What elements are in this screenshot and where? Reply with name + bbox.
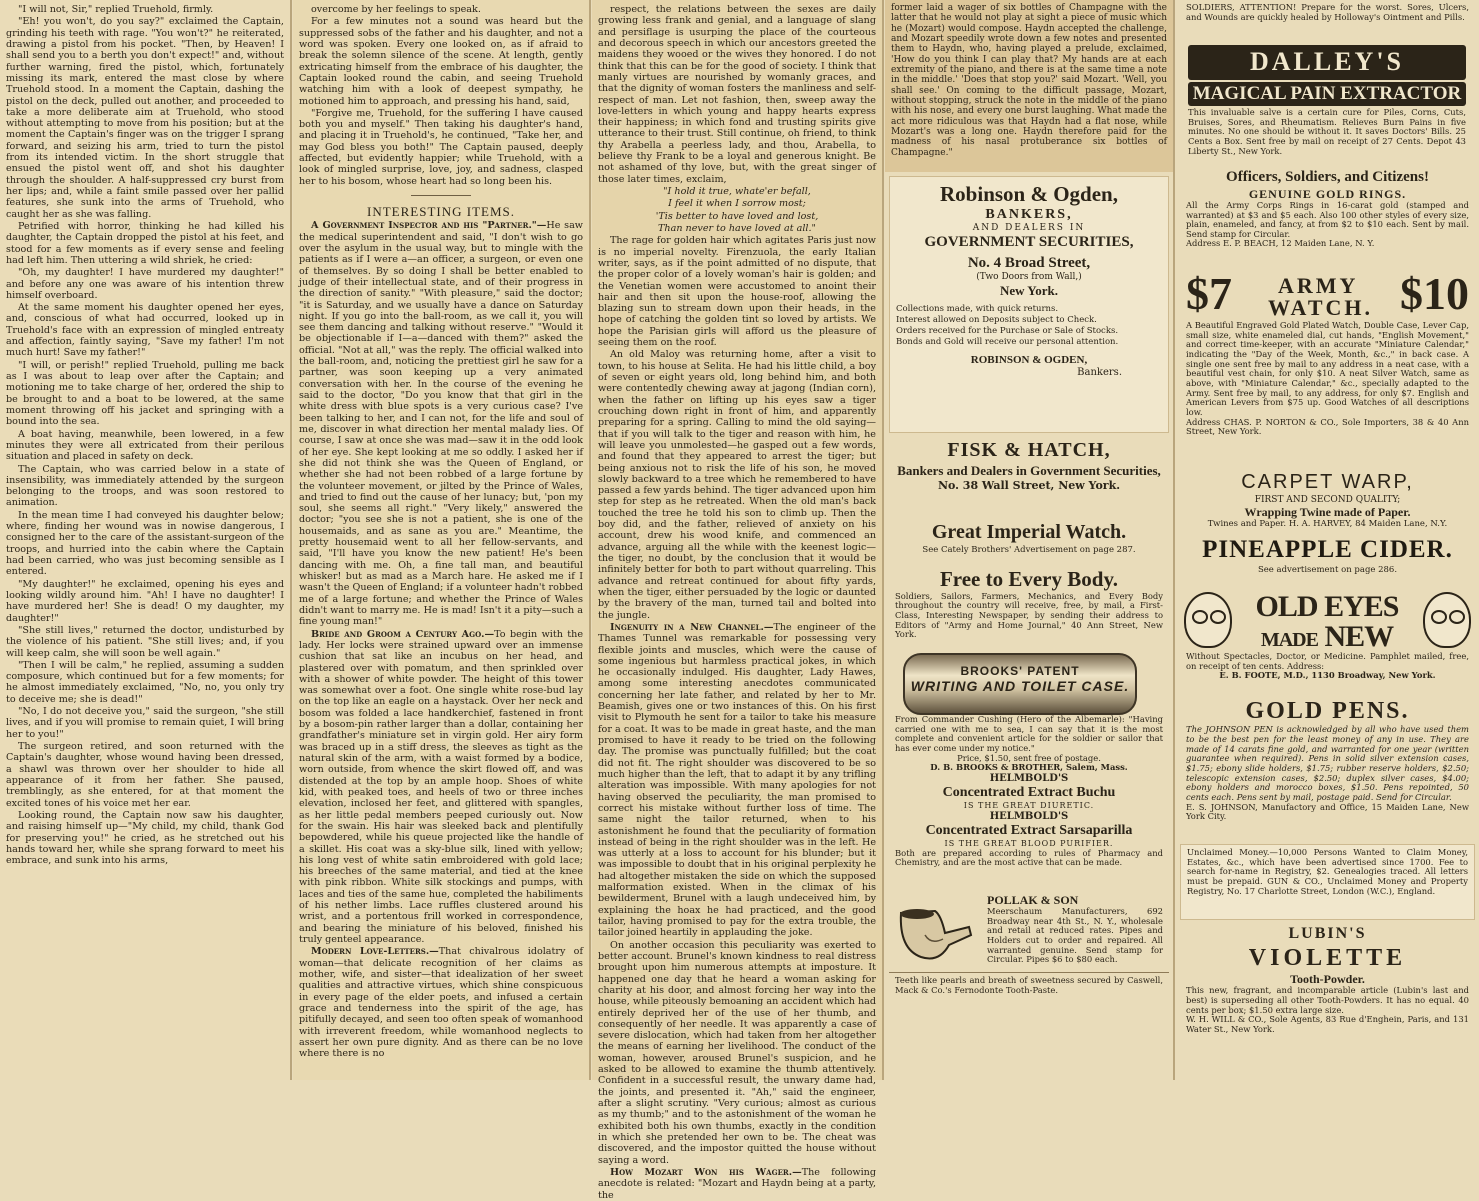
brooks-patent-label: BROOKS' PATENT bbox=[960, 664, 1080, 678]
dalley-ad bbox=[1182, 42, 1472, 164]
imperial-watch-ad bbox=[889, 518, 1169, 564]
ad-title: Officers, Soldiers, and Citizens! bbox=[1226, 169, 1429, 185]
item-lead: Ingenuity in a New Channel.— bbox=[610, 621, 774, 633]
writing-case-illustration bbox=[903, 653, 1137, 715]
story-paragraph: The Captain, who was carried below in a state of insensibility, was immediately attended by the surgeon belonging to the troops, and was soon restored to animation. bbox=[6, 463, 284, 509]
story-paragraph: respect, the relations between the sexes are daily growing less frank and genial, and a language of slang and persiflage is usurping the place of the courteous and decorous speech in which our ancestors greeted the maidens they wooed or the wives they honored. I do not think that this can be for the good of society. I think that manly virtues are nourished by womanly graces, and that the dignity of woman fosters the manliness and self-respect of man. Let not fashion, then, sweep away the love-letters in which young and happy hearts express their happiness; in which fond and trusting spirits give utterance to their trust. Still continue, oh friend, to think thy Arabella a peerless lady, and thou, Arabella, to believe thy Frank to be a loyal and generous knight. Be not ashamed of thy love, but, with the great singer of those later times, exclaim, bbox=[598, 4, 876, 185]
verse-line: Than never to have loved at all." bbox=[658, 222, 816, 234]
ad-column-5 bbox=[1176, 0, 1479, 1080]
pollak-ad bbox=[981, 890, 1169, 976]
verse-line: "I hold it true, whate'er befall, bbox=[663, 186, 811, 197]
ad-title: VIOLETTE bbox=[1248, 944, 1407, 971]
mozart-anecdote: former laid a wager of six bottles of Champagne with the latter that he would not play at sight a piece of music which he (Mozart) would compose. Haydn accepted the challenge, and Mozart speedily wrote down a few notes and presented them to Haydn, who, having played a prelude, exclaimed, 'How do you think I can play that? My hands are at each extremity of the piano, and there is at the same time a note in the middle.' 'Does that stop you?' said Mozart. 'Well, you shall see.' On coming to the difficult passage, Mozart, without stopping, struck the note in the middle of the piano with his nose, and every one burst laughing. What made the act more ridiculous was that Haydn had a flat nose, while Mozart's was a long one. Haydn therefore paid for the madness of his nasal protuberance six bottles of Champagne." bbox=[885, 0, 1173, 172]
ad-address: E. B. FOOTE, M.D., 1130 Broadway, New York. bbox=[1219, 670, 1436, 681]
ad-text: This invaluable salve is a certain cure for Piles, Corns, Cuts, Bruises, Sores, and Rheumatism. Relieves Burn Pains in five minutes. No one should be without it. It saves Doctors' Bills. 25 Cents a Box. Sent free by mail on receipt of 27 Cents. Depot 43 Liberty St., New York. bbox=[1188, 107, 1466, 156]
ad-subtitle: Bankers and Dealers in Government Securities, bbox=[897, 462, 1161, 478]
ad-subtitle: BANKERS, bbox=[985, 206, 1073, 222]
item-text: That chivalrous idolatry of woman—that delicate recognition of her claims as mother, wife, and sister—that idealization of her sweet qualities and attractive virtues, which shine conspicuous in every page of the elder poets, and infused a certain grace and tenderness into the spirit of the age, has pitifully decayed, and seen too often speak of womanhood with irreverent freedom, while womanhood neglects to assert her own pure dignity. And as there can be no love where there is no bbox=[299, 946, 583, 1060]
ad-text: This new, fragrant, and incomparable article (Lubin's last and best) is superseding all other Tooth-Powders. It has no equal. 40 cents per box; $1.50 extra large size. bbox=[1186, 985, 1469, 1015]
column-rule bbox=[882, 0, 884, 1080]
story-column-2 bbox=[293, 0, 589, 1080]
unclaimed-money-ad: Unclaimed Money.—10,000 Persons Wanted to Claim Money, Estates, &c., which have been advertised since 1700. Fee to search for-name in Registry, $2. Genealogies traced. All letters must be prepaid. GUN & CO., Unclaimed Money and Property Registry, No. 17 Charlotte Street, London (W.C.), England. bbox=[1180, 844, 1475, 920]
ad-subtitle: GENUINE GOLD RINGS. bbox=[1248, 186, 1407, 201]
free-to-everybody-ad bbox=[889, 564, 1169, 650]
brooks-ad-text bbox=[889, 712, 1169, 773]
ad-title: PINEAPPLE CIDER. bbox=[1202, 536, 1453, 563]
item-lead: Bride and Groom a Century Ago.— bbox=[311, 628, 495, 640]
story-paragraph: "No, I do not deceive you," said the surgeon, "she still lives, and if you will promise to remain quiet, I will bring her to you!" bbox=[6, 706, 284, 740]
story-paragraph: overcome by her feelings to speak. bbox=[311, 4, 481, 15]
news-item bbox=[299, 629, 583, 946]
eye bbox=[1449, 610, 1465, 624]
ad-address: W. H. WILL & CO., Sole Agents, 83 Rue d'Enghein, Paris, and 131 Water St., New York. bbox=[1186, 1014, 1469, 1034]
dalley-banner: MAGICAL PAIN EXTRACTOR bbox=[1188, 82, 1466, 106]
ad-text: Without Spectacles, Doctor, or Medicine. Pamphlet mailed, free, on receipt of ten cents. Address: bbox=[1186, 651, 1469, 671]
story-paragraph: "I will not, Sir," replied Truehold, firmly. bbox=[18, 4, 214, 15]
column-rule bbox=[290, 0, 292, 1080]
dalley-banner: DALLEY'S bbox=[1188, 45, 1466, 80]
story-column-3 bbox=[592, 0, 882, 1201]
ad-address: No. 4 Broad Street, bbox=[967, 254, 1091, 271]
story-paragraph: For a few minutes not a sound was heard but the suppressed sobs of the father and his daughter, and not a word was spoken. Every one looked on, as if afraid to break the solemn silence of the scene. At length, gently extricating himself from the embrace of his daughter, the Captain looked round the cabin, and seeing Truehold watching him with a look of deepest sympathy, he motioned him to approach, and pressing his hand, said, bbox=[299, 16, 583, 107]
gold-rings-ad bbox=[1180, 166, 1475, 266]
story-paragraph: The surgeon retired, and soon returned with the Captain's daughter, whose wound having been dressed, a shawl was thrown over her shoulder to hide all appearance of it from her father. She paused, tremblingly, as she entered, for at that moment the excited tones of his voice met her ear. bbox=[6, 741, 284, 809]
story-paragraph: "Forgive me, Truehold, for the suffering I have caused both you and myself." Then taking his daughter's hand, and placing it in Truehold's, he continued, "Take her, and may God bless you both!" The Captain paused, deeply affected, but evidently happier; while Truehold, with a look of mingled surprise, love, joy, and sadness, clasped her to his bosom, whose heart had so long been his. bbox=[299, 107, 583, 187]
news-item: An old Maloy was returning home, after a visit to town, to his house at Selita. He had his little child, a boy of seven or eight years old, long behind him, and both were contentedly chewing away at jagong (Indian corn), when the father on lifting up his eyes saw a tiger crouching down right in front of him, and apparently preparing for a spring. Calling to mind the old saying—that if you will talk to the tiger and reason with him, he will leave you unmolested—he gasped out a few words, and found that they appeared to arrest the tiger; but being anxious not to risk the life of his son, he moved slowly backward to a tree which he remembered to have passed a few yards behind. The tiger advanced upon him step for step as he retreated. When the old man's back touched the tree he told his son to climb up. Then the boy did, and the father, relieved of anxiety on his account, drew his wood knife, and commenced an advance, arguing all the while with the keenest logic—the tiger, no doubt, by the conclusion that it would be infinitely better for both to part without quarreling. This advance and retreat continued for about fifty yards, when the tiger, either persuaded by the logic or daunted by the bravery of the man, turned tail and bolted into the jungle. bbox=[598, 349, 876, 621]
ad-text: Meerschaum Manufacturers, 692 Broadway near 4th St., N. Y., wholesale and retail at reduced rates. Pipes and Holders cut to order and repaired. All warranted genuine. Send stamp for Circular. Pipes $6 to $80 each. bbox=[987, 906, 1163, 965]
ad-price: Price, $1.50, sent free of postage. bbox=[957, 752, 1101, 763]
fisk-hatch-ad bbox=[889, 436, 1169, 518]
ad-address: Address CHAS. P. NORTON & CO., Sole Importers, 38 & 40 Ann Street, New York. bbox=[1186, 416, 1469, 437]
robinson-ogden-ad bbox=[889, 176, 1169, 433]
ad-subtitle: Tooth-Powder. bbox=[1290, 972, 1365, 987]
story-paragraph: "Then I will be calm," he replied, assuming a sudden composure, which continued but for a few moments; for he almost immediately exclaimed, "No, no, you only try to deceive me; she is dead!" bbox=[6, 659, 284, 705]
eye bbox=[1431, 610, 1447, 624]
ad-title: FISK & HATCH, bbox=[947, 439, 1111, 461]
item-lead: Modern Love-Letters.— bbox=[311, 946, 439, 958]
writing-case-label: WRITING AND TOILET CASE. bbox=[910, 678, 1130, 695]
ad-title: CARPET WARP, bbox=[1241, 471, 1414, 493]
ad-address: Address E. P. BEACH, 12 Maiden Lane, N. Y. bbox=[1186, 238, 1375, 249]
ad-title: GOLD PENS. bbox=[1245, 698, 1410, 724]
ad-line: Bonds and Gold will receive our personal attention. bbox=[896, 337, 1119, 348]
pineapple-cider-ad bbox=[1180, 532, 1475, 584]
ad-title: Robinson & Ogden, bbox=[940, 182, 1118, 206]
tooth-paste-ad: Teeth like pearls and breath of sweetness secured by Caswell, Mack & Co.'s Fernodonte Tooth-Paste. bbox=[889, 972, 1169, 1006]
ad-subtitle: FIRST AND SECOND QUALITY; bbox=[1254, 494, 1401, 505]
item-text: The following anecdote is related: "Mozart and Haydn being at a party, the bbox=[598, 1166, 876, 1201]
story-paragraph: Petrified with horror, thinking he had killed his daughter, the Captain dropped the pistol at his feet, and stood for a few moments as if every sense and feeling had left him. Then uttering a wild shriek, he cried: bbox=[6, 220, 284, 266]
news-item: On another occasion this peculiarity was exerted to better account. Brunel's known kindness to real distress brought upon him numerous attempts at imposture. It happened one day that he heard a woman asking for charity at his door, and almost forcing her way into the house, while piteously bemoaning an accident which had entirely deprived her of the use of her thumb, and consequently of her needle. It was apparently a case of severe dislocation, which had taken from her altogether the means of earning her livelihood. The conduct of the woman, however, aroused Brunel's suspicion, and he asked to be allowed to examine the thumb attentively. Confident in a successful result, the unwary dame had, the joints, and presented it. "Ah," said the engineer, after a slight scrutiny. "Very curious; almost as curious as my thumb;" and to the astonishment of the woman he exhibited both his own thumbs, exactly in the condition in which she pretended her own to be. The cheat was discovered, and the impostor quitted the house without saying a word. bbox=[598, 939, 876, 1166]
ad-signature: Bankers. bbox=[1077, 367, 1122, 379]
ad-text: All the Army Corps Rings in 16-carat gold (stamped and warranted) at $3 and $5 each. Also 100 other styles of every size, plain, enameled, and fancy, at from $2 to $10 each. Sent by mail. Send stamp for Circular. bbox=[1186, 199, 1469, 239]
ad-text: Twines and Paper. H. A. HARVEY, 84 Maiden Lane, N.Y. bbox=[1207, 519, 1448, 530]
blank-area bbox=[885, 1008, 1173, 1080]
ad-note: See Cately Brothers' Advertisement on page 287. bbox=[922, 544, 1136, 555]
ad-address: E. S. JOHNSON, Manufactory and Office, 15 Maiden Lane, New York City. bbox=[1186, 801, 1469, 822]
ad-name: HELMBOLD'S bbox=[989, 810, 1069, 822]
helmbold-ad bbox=[889, 770, 1169, 890]
lubin-violette-ad bbox=[1180, 922, 1475, 1080]
headline-word: NEW bbox=[1324, 620, 1394, 653]
price-10: $10 bbox=[1400, 268, 1469, 319]
story-paragraph: "Eh! you won't, do you say?" exclaimed the Captain, grinding his teeth with rage. "You won't?" he reiterated, drawing a pistol from his pocket. "Then, by Heaven! I shall send you to a berth you don't expect!" and, without further warning, fired the pistol, which, fortunately missing its mark, entered the mast close by where Truehold stood. In a moment the Captain, dashing the pistol on the deck, pulled out another, and proceeded to take a more deliberate aim at Truehold, who stood without attempting to move from his position; but at the moment the Captain's finger was on the trigger I sprang forward, and seizing his arm, tried to turn the pistol from its intended victim. In the short struggle that ensued the pistol went off, and shot his daughter through the shoulder. A half-suppressed cry burst from her lips; and, while a faint smile passed over her pallid features, she sunk into the arms of Truehold, who caught her as she was falling. bbox=[6, 16, 284, 220]
item-lead: How Mozart Won his Wager.— bbox=[610, 1166, 802, 1178]
ad-text: The JOHNSON PEN is acknowledged by all who have used them to be the best pen for the least money of any in use. They are made of 14 carats fine gold, and warranted for one year (written guarantee when required). Pens in solid silver extension cases, $1.75; ebony slide holders, $1.75; rubber reserve holders, $2.50; telescopic extension cases, $2.50; duplex silver cases, $4.00; ebony holders and morocco boxes, $1.50. Pens repointed, 50 cents each. Pens sent by mail, postage paid. Send for Circular. bbox=[1186, 724, 1469, 802]
ad-note: (Two Doors from Wall,) bbox=[976, 272, 1082, 283]
ad-name: HELMBOLD'S bbox=[989, 773, 1069, 784]
meerschaum-pipe-illustration bbox=[895, 905, 975, 965]
ad-text: Both are prepared according to rules of Pharmacy and Chemistry, and are the most active that can be made. bbox=[895, 847, 1163, 868]
carpet-warp-ad bbox=[1180, 468, 1475, 532]
ad-product: Concentrated Extract Buchu bbox=[942, 784, 1116, 800]
ad-tagline: IS THE GREAT DIURETIC. bbox=[963, 801, 1095, 811]
headline-word: OLD bbox=[1255, 590, 1318, 623]
ad-product: Concentrated Extract Sarsaparilla bbox=[925, 822, 1133, 838]
story-column-1 bbox=[0, 0, 290, 1080]
face-illustration bbox=[1423, 592, 1471, 648]
ad-subtitle: GOVERNMENT SECURITIES, bbox=[924, 233, 1134, 250]
news-item bbox=[299, 220, 583, 627]
verse-line: 'Tis better to have loved and lost, bbox=[655, 210, 819, 222]
headline-word: MADE bbox=[1260, 629, 1318, 651]
eye bbox=[1210, 610, 1226, 624]
eye bbox=[1192, 610, 1208, 624]
section-heading: INTERESTING ITEMS. bbox=[367, 204, 515, 219]
ad-subtitle: Wrapping Twine made of Paper. bbox=[1244, 505, 1411, 520]
news-item: The rage for golden hair which agitates Paris just now is no imperial novelty. Firenzuola, the early Italian writer, says, as if the point admitted of no dispute, that the proper color of a lovely woman's hair is golden; and the Venetian women were accustomed to anoint their hair and then sit upon the house-roof, allowing the blazing sun to stream down upon their heads, in the hope of catching the golden tint so loved by artists. We hope the Parisian girls will afford us the pleasure of seeing them on the roof. bbox=[598, 235, 876, 349]
ad-line: Interest allowed on Deposits subject to Check. bbox=[896, 315, 1097, 326]
item-lead: A Government Inspector and his "Partner."— bbox=[311, 220, 547, 232]
ad-line: Orders received for the Purchase or Sale of Stocks. bbox=[896, 326, 1119, 337]
story-paragraph: "Oh, my daughter! I have murdered my daughter!" and before any one was aware of his intention threw himself overboard. bbox=[6, 267, 284, 301]
column-rule bbox=[589, 0, 591, 1080]
ad-text: Soldiers, Sailors, Farmers, Mechanics, and Every Body throughout the country will receive, free, by mail, a First-Class, Interesting Newspaper, by sending their address to Editors of "Army and Home Journal," 40 Ann Street, New York. bbox=[895, 590, 1163, 640]
ad-line: Collections made, with quick returns. bbox=[896, 304, 1059, 315]
news-item bbox=[598, 622, 876, 939]
old-eyes-ad bbox=[1180, 588, 1475, 692]
ad-text: A Beautiful Engraved Gold Plated Watch, Double Case, Lever Cap, small size, white enameled dial, cut hands, "English Movement," and correct time-keeper, with an accurate "Miniature Calendar," indicating the "Day of the Week, Month, &c.," in back case. A single one sent free by mail to any address in a neat case, with a beautiful vest chain, for only $10. A neat Silver Watch, same as above, with "Miniature Calendar," &c., specially adapted to the Army. Sent free by mail, to any address, for only $7. English and American Levers from $75 up. Good Watches of all descriptions low. bbox=[1186, 320, 1469, 417]
ad-note: See advertisement on page 286. bbox=[1257, 564, 1398, 575]
ad-title: Free to Every Body. bbox=[939, 567, 1119, 591]
verse-line: I feel it when I sorrow most; bbox=[668, 198, 806, 210]
ad-title: Great Imperial Watch. bbox=[931, 521, 1127, 543]
story-paragraph: A boat having, meanwhile, been lowered, in a few minutes they were all extricated from their perilous situation and placed in safety on deck. bbox=[6, 428, 284, 463]
story-paragraph: "My daughter!" he exclaimed, opening his eyes and looking wildly around him. "Ah! I have no daughter! I have murdered her! She is dead! O my daughter, my daughter!" bbox=[6, 578, 284, 624]
face-illustration bbox=[1184, 592, 1232, 648]
item-text: To begin with the lady. Her locks were strained upward over an immense cushion that sat like an incubus on her head, and plastered over with pomatum, and then sprinkled over with a shower of white powder. The height of this tower was somewhat over a foot. One single white rose-bud lay on the top like an eagle on a haystack. Over her neck and bosom was folded a lace handkerchief, fastened in front by a bosom-pin rather larger than a dollar, containing her grandfather's miniature set in virgin gold. Her airy form was braced up in a stiff dress, the sleeves as tight as the natural skin of the arm, with a waist formed by a bodice, worn outside, from whence the skirt flowed off, and was distended at the top by an ample hoop. Shoes of white kid, with peaked toes, and heels of two or three inches elevation, inclosed her feet, and glittered with spangles, as her little pedal members peeped curiously out. Now for the swain. His hair was sleeked back and plentifully bepowdered, while his queue projected like the handle of a skillet. His coat was a sky-blue silk, lined with yellow; his long vest of white satin embroidered with gold lace; his breeches of the same material, and tied at the knee with pink ribbon. White silk stockings and pumps, with laces and ties of the same hue, completed the habiliments of his nether limbs. Lace ruffles clustered around his wrist, and a portentous frill worked in correspondence, and bearing the miniature of his beloved, finished his truly genteel appearance. bbox=[299, 628, 584, 946]
divider bbox=[411, 195, 471, 196]
news-item bbox=[299, 946, 583, 1059]
ad-maker: D. B. BROOKS & BROTHER, Salem, Mass. bbox=[930, 762, 1128, 773]
story-paragraph: "I will, or perish!" replied Truehold, pulling me back as I was about to leap over after the Captain; and motioning me to take charge of her, ordered the ship to be brought to and a boat to be lowered, at the same moment throwing off his jacket and springing with a bound into the sea. bbox=[6, 359, 284, 428]
story-paragraph: Looking round, the Captain now saw his daughter, and raising himself up—"My child, my child, thank God for preserving you!" he cried, as he stretched out his hands toward her, while she sprang forward to meet his embrace, and sunk into his arms, bbox=[6, 809, 284, 867]
ad-tagline: IS THE GREAT BLOOD PURIFIER. bbox=[944, 839, 1114, 849]
ad-city: New York. bbox=[999, 282, 1058, 298]
ad-text: From Commander Cushing (Hero of the Albemarle): "Having carried one with me to sea, I can say that it is the most complete and convenient article for the soldier or sailor that has ever come under my notice." bbox=[895, 714, 1163, 753]
ad-title: ARMY bbox=[1278, 273, 1359, 298]
gold-pens-ad bbox=[1180, 694, 1475, 840]
item-text: The engineer of the Thames Tunnel was remarkable for possessing very flexible joints and muscles, which were the cause of some ingenious but harmless practical jokes, in which he occasionally indulged. His daughter, Lady Hawes, among some interesting anecdotes communicated concerning her late father, and related by her to Mr. Beamish, gives one or two instances of this. On his first visit to Plymouth he sent for a tailor to take his measure for a coat. It was to be made in great haste, and the man promised to have it ready to be tried on the following day. The promise was punctually fulfilled; but the coat did not fit. The right shoulder was discovered to be so much higher than the left, that to adapt it by any trifling alteration was impossible. With many apologies for not having observed the peculiarity, the man promised to correct his mistake without further loss of time. The same night the tailor returned, when to his astonishment he found that the peculiarity of formation instead of being in the right shoulder was in the left. He was utterly at a loss to account for his blunder; but it was impossible to doubt that in his original perplexity he had altogether mistaken the side on which the supposed malformation existed. When in the climax of his bewilderment, Brunel with a laugh undeceived him, by explaining the hoax he had practiced, and the good tailor, having promised to pay for the extra trouble, the tailor joined heartily in applauding the joke. bbox=[598, 621, 876, 939]
news-item bbox=[598, 1167, 876, 1201]
ad-column-4 bbox=[885, 0, 1173, 1080]
ad-title: WATCH. bbox=[1268, 295, 1373, 320]
story-paragraph: In the mean time I had conveyed his daughter below; where, finding her wound was in nowise dangerous, I consigned her to the care of the assistant-surgeon of the troops, and hurried into the cabin where the Captain had been carried, who was just becoming sensible as I entered. bbox=[6, 509, 284, 578]
column-rule bbox=[1173, 0, 1175, 1080]
price-7: $7 bbox=[1186, 268, 1232, 319]
story-paragraph: At the same moment his daughter opened her eyes, and, conscious of what had occurred, looked up in Truehold's face with an expression of mingled entreaty and affection, faintly saying, "Save my father! I'm not much hurt! Save my father!" bbox=[6, 302, 284, 359]
holloway-ad: SOLDIERS, ATTENTION! Prepare for the worst. Sores, Ulcers, and Wounds are quickly healed by Holloway's Ointment and Pills. bbox=[1186, 2, 1469, 22]
ad-address: No. 38 Wall Street, New York. bbox=[937, 478, 1121, 492]
item-text: He saw the medical superintendent and said, "I don't wish to go over the asylum in the usual way, but to mingle with the patients as if I were a—an officer, a surgeon, or even one of themselves. By so doing I shall be better enabled to judge of their intellectual state, and of their progress in the direction of sanity." "With pleasure," said the doctor; "it is Saturday, and we usually have a dance on Saturday night. If you go into the ball-room, as we call it, you will see them dancing and talking without reserve." "Would it be objectionable if I—a—danced with them?" asked the official. "Not at all," was the reply. The official walked into the ball-room, and, noticing the prettiest girl he saw for a partner, was soon keeping up a very animated conversation with her. In the course of the evening he said to the doctor, "Do you know that that girl in the white dress with blue spots is a very curious case? I've been talking to her, and I can not, for the life and soul of me, discover in what direction her mental malady lies. Of course, I saw at once she was mad—saw it in the odd look of her eye. She kept looking at me so oddly. I asked her if she did not think she was the Queen of England, or whether she had not been robbed of a large fortune by the volunteer movement, or jilted by the Prince of Wales, and tried to find out the cause of her lunacy; but, 'pon my soul, she seems all right." "Very likely," answered the doctor; "you see she is not a patient, she is one of the housemaids, and as sane as you are." Meantime, the pretty housemaid went to all her fellow-servants, and said, "I'll have you know the new patient! He's been dancing with me. Oh, a fine tall man, and beautiful whisker! but as mad as a March hare. He asked me if I wasn't the Queen of England; if a volunteer hadn't robbed me of a large fortune; and whether the Prince of Wales didn't want to marry me. He is mad! Isn't it a pity—such a fine young man!" bbox=[299, 220, 583, 628]
story-paragraph: "She still lives," returned the doctor, undisturbed by the violence of his patient. "She still lives; and, if you will keep calm, she will soon be well again." bbox=[6, 624, 284, 659]
ad-name: LUBIN'S bbox=[1288, 925, 1367, 942]
army-watch-ad bbox=[1180, 266, 1475, 466]
ad-subtitle: AND DEALERS IN bbox=[972, 223, 1086, 234]
ad-signature: ROBINSON & OGDEN, bbox=[970, 354, 1088, 367]
headline-word: EYES bbox=[1324, 590, 1399, 623]
ad-title: POLLAK & SON bbox=[987, 893, 1079, 907]
